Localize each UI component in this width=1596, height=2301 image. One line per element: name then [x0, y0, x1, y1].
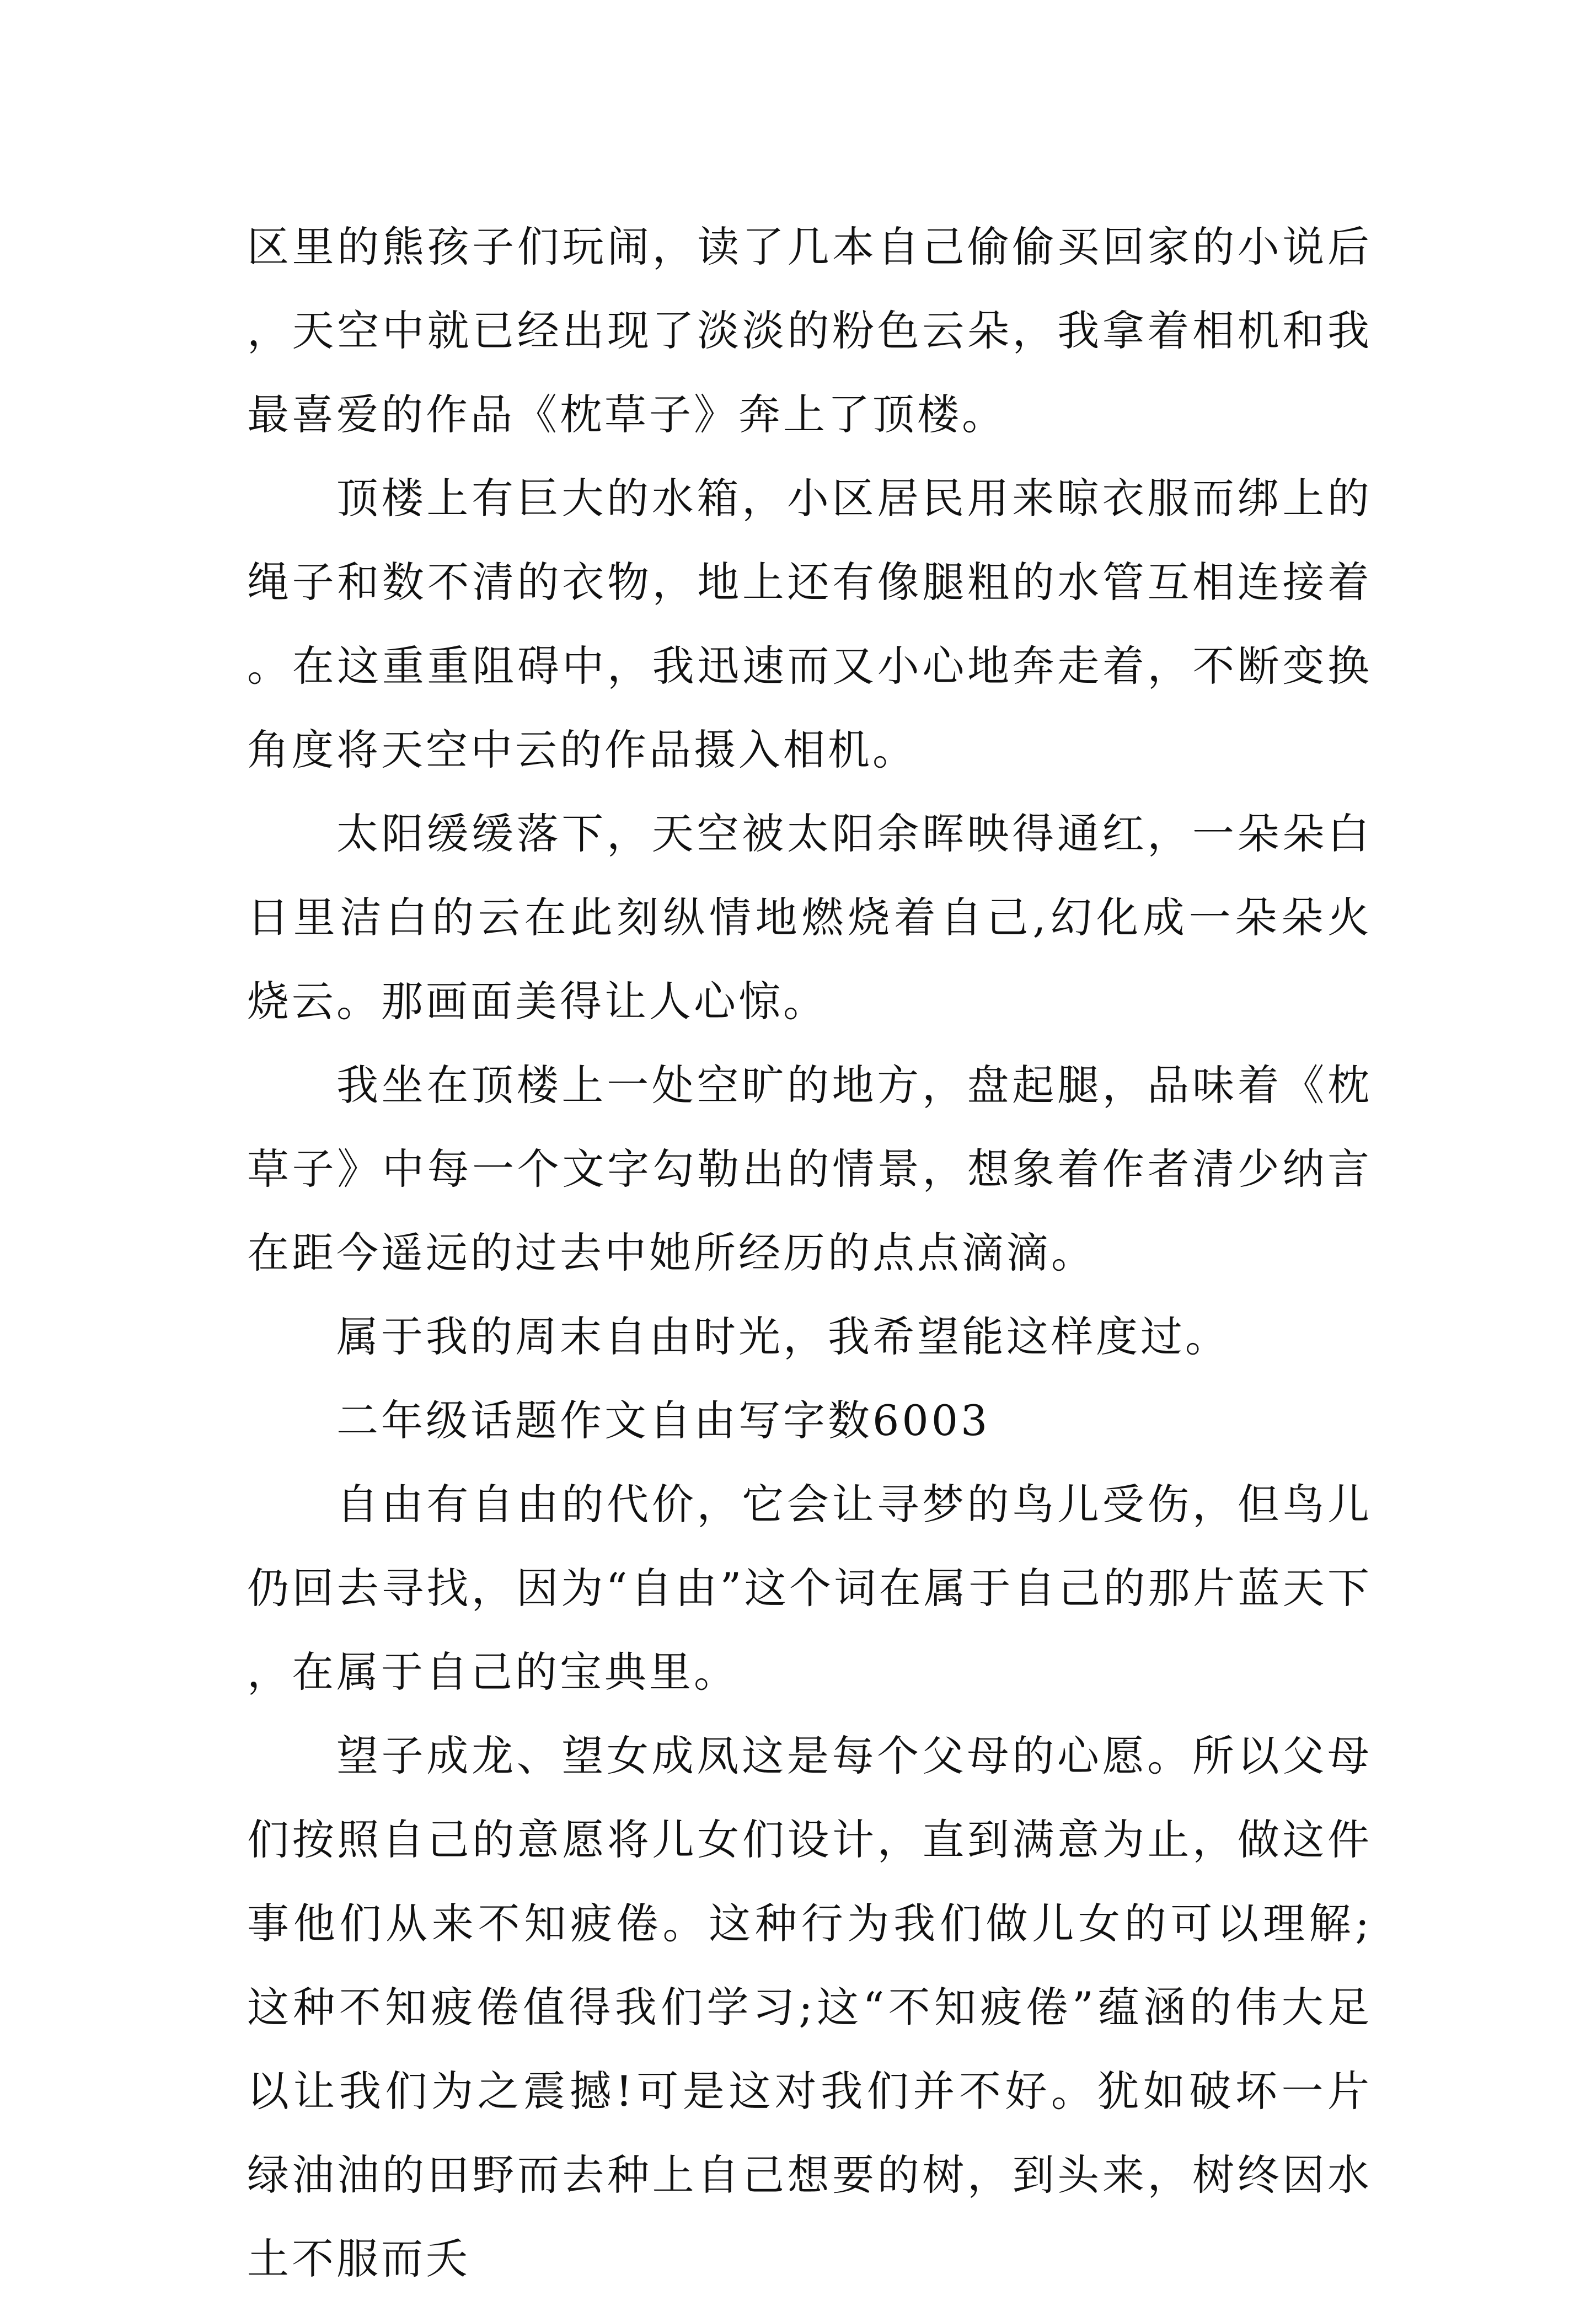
paragraph-rooftop: 顶楼上有巨大的水箱，小区居民用来晾衣服而绑上的绳子和数不清的衣物，地上还有像腿粗的水管互相连接着。在这重重阻碍中，我迅速而又小心地奔走着，不断变换角度将天空中云的作品摄入相机。 [247, 474, 1372, 774]
document-body [247, 205, 1372, 2301]
paragraph-freedom-price: 自由有自由的代价，它会让寻梦的鸟儿受伤，但鸟儿仍回去寻找，因为“自由”这个词在属于自己的那片蓝天下，在属于自己的宝典里。 [247, 1480, 1372, 1697]
paragraph-parents-wish: 望子成龙、望女成凤这是每个父母的心愿。所以父母们按照自己的意愿将儿女们设计，直到满意为止，做这件事他们从来不知疲倦。这种行为我们做儿女的可以理解;这种不知疲倦值得我们学习;这“不知疲倦”蕴涵的伟大足以让我们为之震撼!可是这对我们并不好。犹如破坏一片绿油油的田野而去种上自己想要的树，到头来，树终因水土不服而夭 [247, 1731, 1372, 2283]
paragraph-sunset: 太阳缓缓落下，天空被太阳余晖映得通红，一朵朵白日里洁白的云在此刻纵情地燃烧着自己,幻化成一朵朵火烧云。那画面美得让人心惊。 [247, 809, 1372, 1026]
paragraph-continuation: 区里的熊孩子们玩闹，读了几本自己偷偷买回家的小说后，天空中就已经出现了淡淡的粉色云朵，我拿着相机和我最喜爱的作品《枕草子》奔上了顶楼。 [247, 222, 1372, 439]
paragraph-reading: 我坐在顶楼上一处空旷的地方，盘起腿，品味着《枕草子》中每一个文字勾勒出的情景，想象着作者清少纳言在距今遥远的过去中她所经历的点点滴滴。 [247, 1061, 1372, 1277]
paragraph-conclusion: 属于我的周末自由时光，我希望能这样度过。 [336, 1312, 1230, 1361]
essay-title: 二年级话题作文自由写字数6003 [336, 1396, 990, 1445]
